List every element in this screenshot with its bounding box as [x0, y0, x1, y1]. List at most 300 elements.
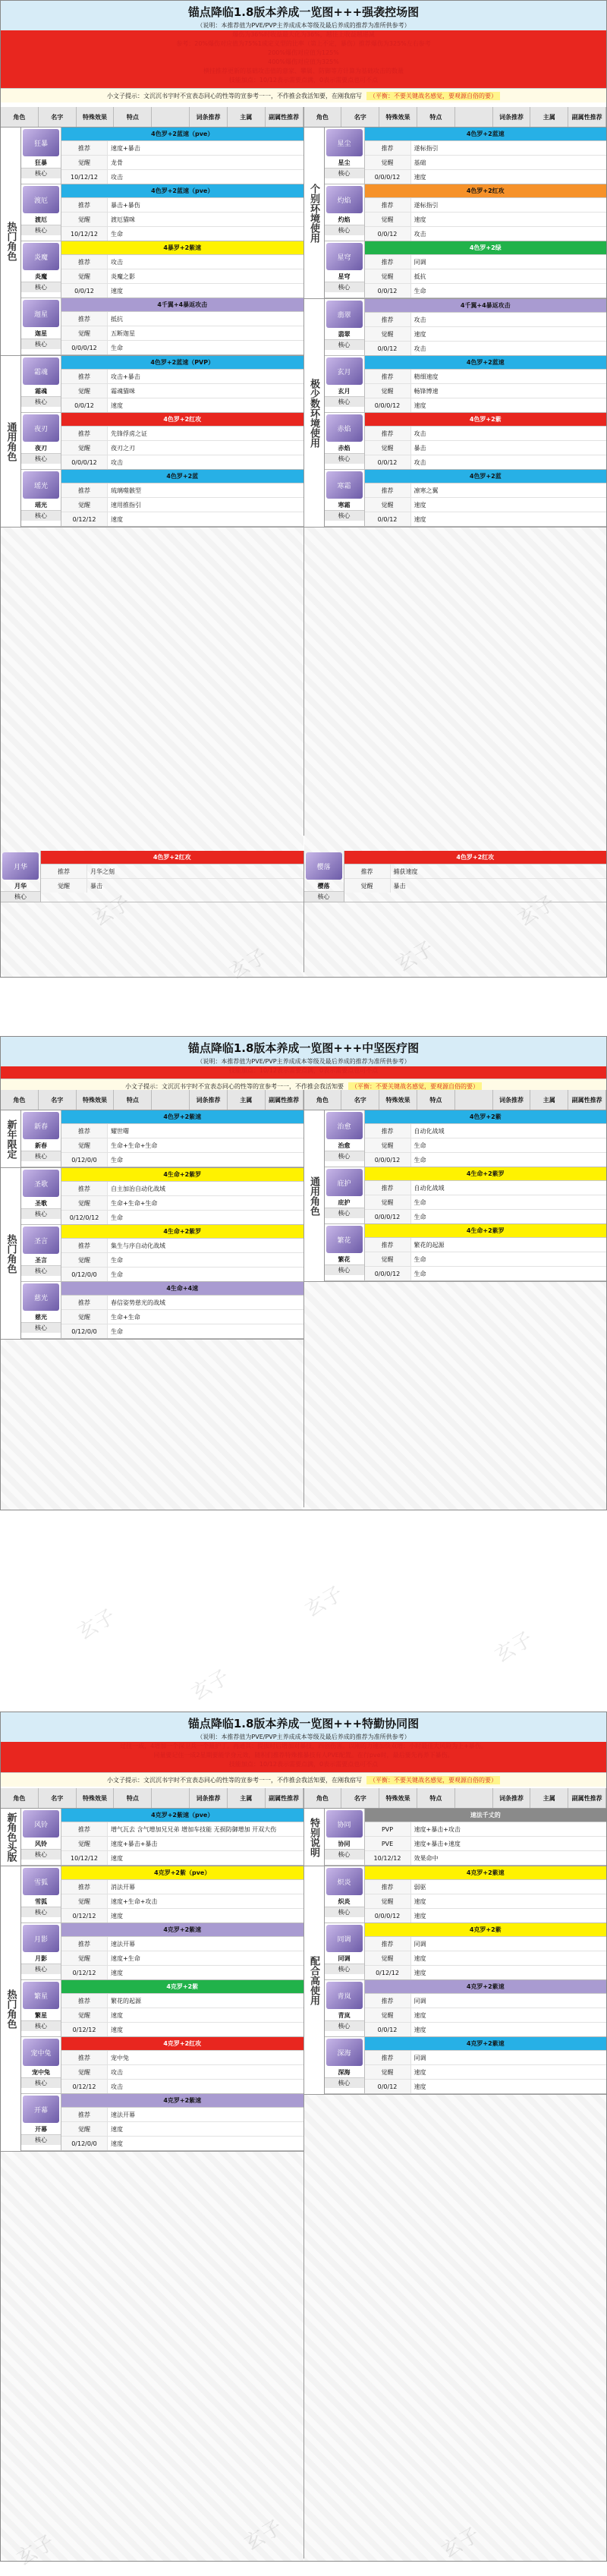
- build-row-value: 集生与序自动化战域: [111, 1242, 165, 1249]
- build-row-key: 推荐: [61, 1182, 108, 1195]
- character-info: [21, 241, 61, 298]
- build-row-key: 0/0/0/12: [365, 1267, 411, 1280]
- build-row: [61, 398, 304, 412]
- set-recommendation-band: 4生命+4速: [61, 1282, 304, 1296]
- build-row-value: 生命: [111, 1256, 123, 1264]
- build-row: [61, 1324, 304, 1338]
- character-name: 青岚: [338, 2012, 351, 2019]
- character-slot: 核心: [325, 168, 364, 178]
- sheet-healer: [0, 1036, 607, 1510]
- character-card[interactable]: [325, 1110, 607, 1167]
- character-avatar: 繁花: [326, 1226, 363, 1253]
- build-details: [61, 2037, 304, 2093]
- build-row-value: 生命: [111, 344, 123, 351]
- build-row-value: 攻击: [111, 2083, 123, 2090]
- character-avatar: 樱落: [306, 852, 342, 880]
- character-slot: 核心: [325, 339, 364, 350]
- character-card[interactable]: [21, 241, 304, 298]
- character-avatar: 雪狐: [23, 1868, 59, 1895]
- character-name: 霜魂: [35, 388, 47, 395]
- character-info: [325, 128, 365, 184]
- character-avatar: 协同: [326, 1810, 363, 1838]
- character-name: 慈光: [35, 1314, 47, 1321]
- build-details: [61, 413, 304, 469]
- character-card[interactable]: [325, 1923, 607, 1980]
- character-card[interactable]: [325, 2037, 607, 2094]
- build-row-value: 速法开幕: [111, 1940, 135, 1948]
- build-row: [365, 227, 607, 241]
- header-cell: 角色: [304, 107, 342, 127]
- build-row-value: 生命: [414, 1213, 426, 1220]
- build-row-value: 生命: [111, 1214, 123, 1221]
- build-row-key: 推荐: [61, 1994, 108, 2008]
- build-row-key: 觉醒: [365, 1894, 411, 1908]
- build-row: [365, 427, 607, 441]
- build-row-value: 生命: [414, 1255, 426, 1263]
- character-slot: 核心: [21, 1963, 61, 1974]
- sheet3-note-0: 过往一成，4增加一个深卫兵一个量护丁。再通其：提拔时后增加对暴技，四创伤害。以刚的力速加快双增：小时最佳大风险为上+暴伤。: [1, 1742, 606, 1751]
- build-row-key: 0/0/12: [365, 2023, 411, 2036]
- build-row-key: 0/0/0/12: [365, 1210, 411, 1223]
- character-card[interactable]: [325, 184, 607, 241]
- header-cell: 名字: [341, 1788, 379, 1808]
- character-card[interactable]: [21, 1866, 304, 1923]
- character-card[interactable]: [325, 1224, 607, 1281]
- build-row: [365, 141, 607, 156]
- build-row-key: 推荐: [61, 198, 108, 212]
- set-recommendation-band: 4生命+2紫罗: [365, 1224, 607, 1238]
- build-row: [365, 255, 607, 269]
- character-card[interactable]: [21, 470, 304, 527]
- character-avatar: 瑶光: [23, 471, 59, 499]
- build-details: [61, 1225, 304, 1281]
- character-info: [325, 241, 365, 298]
- character-card[interactable]: [21, 2037, 304, 2094]
- build-row-value: 捕获速度: [393, 868, 418, 875]
- build-row-value: 速度: [414, 2083, 426, 2090]
- character-card[interactable]: [325, 299, 607, 356]
- build-row-key: 10/12/12: [61, 227, 108, 241]
- header-cell: 名字: [341, 107, 379, 127]
- watermark: 玄子: [491, 1627, 537, 1667]
- header-cell: [455, 107, 493, 127]
- character-card[interactable]: [325, 128, 607, 184]
- group-body: [325, 1866, 607, 2094]
- character-avatar: 狂暴: [23, 129, 59, 156]
- character-avatar: 霜魂: [23, 357, 59, 385]
- build-row-key: 0/0/0/12: [365, 170, 411, 184]
- build-row: [365, 1238, 607, 1252]
- character-info: [21, 1866, 61, 1923]
- build-row-key: 0/0/12: [365, 342, 411, 355]
- build-row-key: 0/0/12: [365, 2080, 411, 2093]
- character-group: [304, 1866, 607, 2095]
- build-row-value: 速度: [414, 2068, 426, 2076]
- build-row-value: 暴击+暴伤: [111, 201, 140, 209]
- character-card[interactable]: [325, 1809, 607, 1866]
- character-card[interactable]: [21, 1168, 304, 1225]
- build-row-value: 生命: [111, 1271, 123, 1278]
- group-body: [21, 1809, 304, 1866]
- character-card[interactable]: [21, 1923, 304, 1980]
- character-name: 玄月: [338, 388, 351, 395]
- build-row-value: 抵抗: [414, 272, 426, 280]
- character-slot: 核心: [325, 2077, 364, 2088]
- build-row-key: 推荐: [61, 1296, 108, 1309]
- build-row-value: 速度: [111, 1854, 123, 1862]
- build-row-value: 渡厄猫咪: [111, 216, 135, 223]
- build-row: [365, 2008, 607, 2023]
- build-details: [365, 241, 607, 298]
- build-row-value: 速法开幕: [111, 2111, 135, 2118]
- build-row: [61, 2065, 304, 2080]
- character-name: 炎魔: [35, 273, 47, 280]
- character-slot: 核心: [325, 1208, 364, 1218]
- character-info: [21, 184, 61, 241]
- character-card[interactable]: [21, 1980, 304, 2037]
- table-header: [304, 1788, 607, 1809]
- build-row: [61, 2051, 304, 2065]
- character-name: 新春: [35, 1142, 47, 1149]
- build-row-value: 速度: [414, 216, 426, 223]
- build-row-key: 觉醒: [61, 498, 108, 512]
- sheet2-subtitle: （说明：本推荐值为PVE/PVP主养成成本等级及最后养成的推荐为准所供参考）: [1, 1057, 606, 1066]
- header-cell: 特点: [417, 1788, 455, 1808]
- character-avatar: 夜刃: [23, 414, 59, 442]
- character-info: [1, 851, 41, 902]
- build-row-key: 推荐: [61, 312, 108, 326]
- character-card[interactable]: [325, 1866, 607, 1923]
- set-recommendation-band: 4色罗+2蓝速（PVP）: [61, 356, 304, 370]
- build-row-key: 推荐: [61, 1822, 108, 1836]
- group-label: 新角色头版: [1, 1809, 21, 1866]
- set-recommendation-band: 4色罗+2红攻: [61, 413, 304, 427]
- build-details: [61, 1282, 304, 1338]
- character-name: 协同: [338, 1841, 351, 1847]
- character-card[interactable]: [325, 1167, 607, 1224]
- character-card[interactable]: [21, 1282, 304, 1339]
- build-row-key: 觉醒: [365, 2065, 411, 2079]
- build-row-value: 生命: [111, 230, 123, 238]
- build-row: [365, 1210, 607, 1223]
- character-avatar: 圣歌: [23, 1170, 59, 1197]
- group-label: 新年限定: [1, 1110, 21, 1167]
- character-card[interactable]: [325, 1980, 607, 2037]
- character-info: [325, 184, 365, 241]
- build-row-key: 推荐: [61, 2108, 108, 2121]
- build-row: [365, 269, 607, 284]
- build-row-value: 速度: [111, 402, 123, 409]
- sheet3-right-column: [304, 1788, 607, 2559]
- character-slot: 核心: [21, 510, 61, 521]
- build-row: [61, 2080, 304, 2093]
- build-row-value: 暴击: [414, 444, 426, 452]
- build-row: [61, 1211, 304, 1224]
- build-row: [365, 1966, 607, 1979]
- character-slot: 核心: [21, 2134, 61, 2145]
- build-row: [61, 284, 304, 298]
- set-recommendation-band: 4色罗+2绿: [365, 241, 607, 255]
- build-row-key: 10/12/12: [61, 170, 108, 184]
- build-row-key: 0/12/12: [61, 1909, 108, 1923]
- build-row-key: 0/12/12: [61, 2080, 108, 2093]
- build-details: [61, 1866, 304, 1923]
- build-details: [61, 184, 304, 241]
- header-cell: 副属性推荐: [266, 1090, 304, 1110]
- sheet1-note-3: 400%爆伤对应值为325%: [1, 58, 606, 67]
- build-row-value: 消法开幕: [111, 1883, 135, 1891]
- set-recommendation-band: 4克罗+2紫速（pve）: [61, 1809, 304, 1822]
- character-info: [21, 356, 61, 412]
- build-row-value: 速度: [414, 515, 426, 523]
- build-row: [61, 312, 304, 326]
- build-row-key: 觉醒: [365, 498, 411, 512]
- character-info: [325, 1980, 365, 2036]
- character-avatar: 炽炎: [326, 1868, 363, 1895]
- character-slot: 核心: [21, 1907, 61, 1917]
- character-avatar: 赤焰: [326, 414, 363, 442]
- header-cell: 角色: [304, 1788, 342, 1808]
- build-row: [365, 2065, 607, 2080]
- character-group: [304, 1110, 607, 1282]
- character-name: 星穹: [338, 273, 351, 280]
- build-details: [61, 128, 304, 184]
- character-info: [21, 413, 61, 469]
- character-group: [1, 1866, 304, 2152]
- character-slot: 核心: [1, 891, 40, 902]
- build-row: [41, 864, 304, 879]
- build-row-key: 觉醒: [365, 384, 411, 398]
- set-recommendation-band: 4色罗+2蓝速（pve）: [61, 184, 304, 198]
- character-card[interactable]: [21, 413, 304, 470]
- build-row: [365, 1837, 607, 1851]
- build-row-value: 攻击: [111, 2068, 123, 2076]
- build-row-key: 觉醒: [61, 269, 108, 283]
- build-row: [61, 1880, 304, 1894]
- build-row-key: 推荐: [365, 370, 411, 383]
- character-info: [325, 470, 365, 526]
- build-row-key: 0/12/12: [61, 2023, 108, 2036]
- character-card[interactable]: [21, 298, 304, 355]
- character-card[interactable]: [325, 413, 607, 470]
- build-row-value: 攻击: [111, 458, 123, 466]
- header-cell: 词条推荐: [493, 1788, 531, 1808]
- set-recommendation-band: 4克罗+2紫（pve）: [61, 1866, 304, 1880]
- build-row-key: 0/12/12: [61, 1966, 108, 1979]
- character-slot: 核心: [21, 1151, 61, 1161]
- build-row-key: 觉醒: [344, 879, 391, 893]
- build-row-value: 抵抗: [111, 315, 123, 323]
- column-filler: [1, 2152, 304, 2562]
- build-row-value: 速度: [111, 1912, 123, 1919]
- build-row-value: 速用推指引: [111, 501, 141, 509]
- build-row: [365, 1124, 607, 1138]
- column-filler: [304, 1282, 607, 1510]
- build-row-value: 自动化战域: [414, 1184, 445, 1192]
- build-row-key: 觉醒: [61, 384, 108, 398]
- build-row-key: 推荐: [61, 1937, 108, 1951]
- character-card[interactable]: [21, 1225, 304, 1282]
- build-row-key: 0/0/12: [365, 512, 411, 526]
- build-row-value: 五断迦星: [111, 329, 135, 337]
- build-row-key: 觉醒: [61, 2065, 108, 2079]
- character-info: [325, 299, 365, 355]
- build-row-key: 觉醒: [61, 326, 108, 340]
- character-slot: 核心: [325, 2020, 364, 2031]
- character-card[interactable]: [21, 128, 304, 184]
- character-card[interactable]: [325, 470, 607, 527]
- build-row-key: 觉醒: [61, 2122, 108, 2136]
- build-row-value: 速度: [111, 2026, 123, 2033]
- build-row: [344, 864, 607, 879]
- character-name: 狂暴: [35, 159, 47, 166]
- set-recommendation-band: 4克罗+2紫速: [61, 2094, 304, 2108]
- build-details: [365, 2037, 607, 2093]
- build-details: [365, 413, 607, 469]
- sheet1-bottom-left: [1, 851, 304, 972]
- character-card[interactable]: [21, 356, 304, 413]
- character-name: 深海: [338, 2069, 351, 2076]
- build-row-value: 先锋俘虏之证: [111, 430, 147, 437]
- set-recommendation-band: 4色罗+2蓝速（pve）: [61, 128, 304, 141]
- build-details: [61, 1980, 304, 2036]
- build-row: [365, 1951, 607, 1966]
- character-info: [304, 851, 344, 902]
- character-slot: 核心: [21, 339, 61, 349]
- sheet2-left-column: [1, 1090, 304, 1507]
- character-name: 庇护: [338, 1199, 351, 1206]
- build-row: [365, 1994, 607, 2008]
- build-row-key: 觉醒: [61, 156, 108, 169]
- character-avatar: 慈光: [23, 1283, 59, 1311]
- header-cell: 特殊效果: [379, 107, 417, 127]
- character-name: 樱落: [317, 883, 330, 890]
- character-card[interactable]: [21, 1110, 304, 1167]
- build-row-value: 耀世曙: [111, 1127, 129, 1135]
- build-row-value: 生命: [111, 1327, 123, 1335]
- character-info: [325, 1866, 365, 1923]
- character-info: [21, 1809, 61, 1865]
- build-row-key: PVP: [365, 1822, 411, 1836]
- sheet1-note-2: 200%爆伤对应值为125%: [1, 49, 606, 58]
- build-row: [61, 1239, 304, 1253]
- build-row: [61, 1837, 304, 1851]
- character-card[interactable]: [21, 1809, 304, 1866]
- build-row-value: 效果命中: [414, 1854, 439, 1862]
- set-recommendation-band: 4千翼+4暴返攻击: [365, 299, 607, 313]
- build-row-key: 觉醒: [365, 327, 411, 341]
- character-slot: 核心: [21, 396, 61, 407]
- build-row-key: 0/0/0/12: [61, 341, 108, 354]
- build-row: [365, 1267, 607, 1280]
- build-row-value: 速度+暴击+攻击: [414, 1825, 461, 1833]
- build-details: [365, 128, 607, 184]
- build-row-key: 0/0/0/12: [61, 455, 108, 469]
- build-row-key: 10/12/12: [61, 1851, 108, 1865]
- build-details: [365, 1866, 607, 1923]
- character-name: 渡厄: [35, 216, 47, 223]
- character-slot: 核心: [325, 396, 364, 407]
- header-cell: 特点: [417, 107, 455, 127]
- sheet1-bottom-right: [304, 851, 607, 972]
- set-recommendation-band: 4克罗+2紫速: [365, 1980, 607, 1994]
- character-name: 寒霜: [338, 502, 351, 509]
- sheet3-subtitle: （说明：本推荐值为PVE/PVP主养成成本等级及最后养成的推荐为准所供参考）: [1, 1733, 606, 1742]
- header-cell: 特点: [114, 1788, 152, 1808]
- build-row: [61, 370, 304, 384]
- build-row-value: 精细速度: [414, 373, 439, 380]
- build-row: [61, 141, 304, 156]
- group-label: 热门角色: [1, 128, 21, 355]
- set-recommendation-band: 4色罗+2紫: [365, 413, 607, 427]
- build-row-key: 觉醒: [61, 441, 108, 455]
- build-row-value: 速度+生命: [111, 1954, 140, 1962]
- build-row-key: 0/0/12: [61, 398, 108, 412]
- build-row: [365, 1153, 607, 1167]
- character-info: [325, 1110, 365, 1167]
- build-row-key: 0/0/12: [365, 227, 411, 241]
- set-recommendation-band: 4暴罗+2紫速: [61, 241, 304, 255]
- character-name: 风铃: [35, 1841, 47, 1847]
- character-card[interactable]: [21, 2094, 304, 2151]
- build-row-key: 0/12/0/0: [61, 1268, 108, 1281]
- build-row-key: 0/12/0/12: [61, 1211, 108, 1224]
- build-row-value: 同调: [414, 258, 426, 266]
- character-card[interactable]: [21, 184, 304, 241]
- table-header: [304, 107, 607, 128]
- build-row: [61, 1822, 304, 1837]
- group-label: 热门角色: [1, 1866, 21, 2151]
- character-avatar: 圣言: [23, 1227, 59, 1254]
- build-row-value: 速度: [111, 287, 123, 294]
- build-row: [61, 156, 304, 170]
- character-name: 圣歌: [35, 1200, 47, 1207]
- build-row: [365, 1195, 607, 1210]
- build-row-value: 速度: [111, 2125, 123, 2133]
- set-recommendation-band: 4生命+2紫罗: [61, 1168, 304, 1182]
- character-slot: 核心: [325, 1907, 364, 1917]
- table-header: [1, 1090, 304, 1110]
- group-label: 个别环境使用: [304, 128, 325, 298]
- group-body: [325, 1809, 607, 1866]
- build-row: [365, 441, 607, 455]
- character-info: [325, 1923, 365, 1979]
- build-row: [61, 384, 304, 398]
- character-card[interactable]: [304, 851, 607, 902]
- character-card[interactable]: [325, 241, 607, 298]
- build-row: [61, 1937, 304, 1951]
- group-label: 热门角色: [1, 1168, 21, 1339]
- set-recommendation-band: 4克罗+2紫速: [61, 1923, 304, 1937]
- character-card[interactable]: [1, 851, 304, 902]
- character-slot: 核心: [21, 2077, 61, 2088]
- build-details: [365, 470, 607, 526]
- build-details: [344, 851, 607, 902]
- character-card[interactable]: [325, 356, 607, 413]
- build-row-key: 推荐: [61, 370, 108, 383]
- sheet1-red-note: 技能加点：10/12表示需要点满，0表示需要点也可不点: [1, 76, 606, 88]
- build-row: [365, 170, 607, 184]
- character-avatar: 庇护: [326, 1169, 363, 1196]
- build-details: [61, 470, 304, 526]
- build-row-key: 0/0/0/12: [365, 1153, 411, 1167]
- build-row: [61, 1196, 304, 1211]
- build-row-value: 生命: [414, 1142, 426, 1149]
- build-details: [61, 298, 304, 354]
- build-row: [365, 1138, 607, 1153]
- build-row-value: 速度: [414, 402, 426, 409]
- build-row-key: 推荐: [365, 427, 411, 440]
